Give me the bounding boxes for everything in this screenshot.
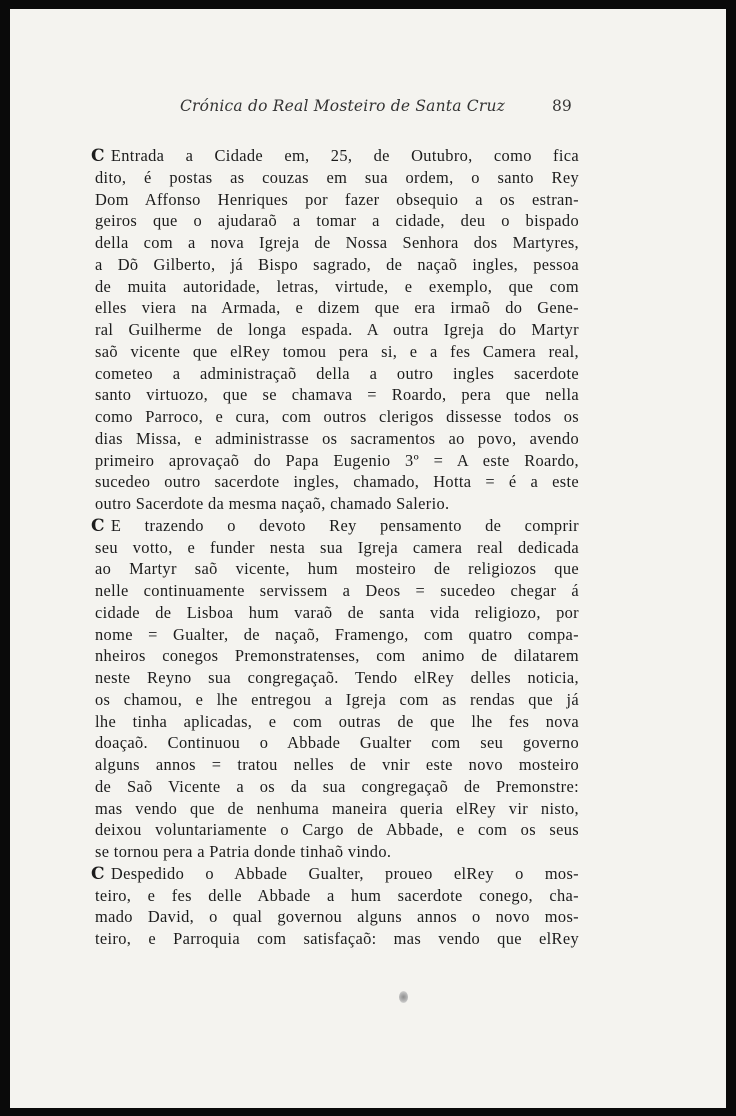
text-line: teiro, e Parroquia com satisfaçaõ: mas vendo que elRey <box>95 929 579 948</box>
book-page <box>10 9 726 1108</box>
text-line: mado David, o qual governou alguns annos o novo mos- <box>95 907 579 927</box>
text-line: C E trazendo o devoto Rey pensamento de comprir <box>91 515 579 536</box>
text-line: della com a nova Igreja de Nossa Senhora dos Martyres, <box>95 233 579 252</box>
text-line: primeiro aprovaçaõ do Papa Eugenio 3º = A este Roardo, <box>95 450 579 470</box>
text-line: nelle continuamente servissem a Deos = sucedeo chegar á <box>95 581 579 600</box>
text-line: como Parroco, e cura, com outros clerigos dissesse todos os <box>95 407 579 426</box>
text-line: dias Missa, e administrasse os sacramentos ao povo, avendo <box>95 428 579 448</box>
text-line: Dom Affonso Henriques por fazer obsequio a os estran- <box>95 189 579 209</box>
text-line: de Saõ Vicente a os da sua congregaçaõ de Premonstre: <box>95 776 579 796</box>
body-text <box>91 145 579 950</box>
paragraph-mark-icon: C <box>91 515 105 536</box>
text-line: santo virtuozo, que se chamava = Roardo, pera que nella <box>95 385 579 405</box>
text-line: alguns annos = tratou nelles de vnir este novo mosteiro <box>95 755 579 774</box>
paragraph-mark-icon: C <box>91 863 105 884</box>
text-line: seu votto, e funder nesta sua Igreja camera real dedicada <box>95 537 579 557</box>
text-line: lhe tinha aplicadas, e com outras de que lhe fes nova <box>95 711 579 731</box>
text-line: a Dõ Gilberto, já Bispo sagrado, de naçaõ ingles, pessoa <box>95 254 579 274</box>
paragraph-mark-icon: C <box>91 146 105 166</box>
text-line: nheiros conegos Premonstratenses, com animo de dilatarem <box>95 646 579 666</box>
text-line: deixou voluntariamente o Cargo de Abbade, e com os seus <box>95 820 579 840</box>
page-number: 89 <box>552 97 572 115</box>
text-line: ao Martyr saõ vicente, hum mosteiro de religiozos que <box>95 559 579 579</box>
text-line: nome = Gualter, de naçaõ, Framengo, com quatro compa- <box>95 624 579 644</box>
text-line: cometeo a administraçaõ della a outro ingles sacerdote <box>95 363 579 383</box>
text-line: C Despedido o Abbade Gualter, proueo elRey o mos- <box>91 863 579 884</box>
text-line: dito, é postas as couzas em sua ordem, o santo Rey <box>95 167 579 187</box>
page-header <box>10 97 726 121</box>
text-line: ral Guilherme de longa espada. A outra Igreja do Martyr <box>95 320 579 339</box>
text-line: geiros que o ajudaraõ a tomar a cidade, deu o bispado <box>95 211 579 231</box>
text-line: sucedeo outro sacerdote ingles, chamado, Hotta = é a este <box>95 472 579 492</box>
text-line: neste Reyno sua congregaçaõ. Tendo elRey delles noticia, <box>95 668 579 687</box>
ink-smudge <box>399 991 408 1003</box>
text-line: de muita autoridade, letras, virtude, e exemplo, que com <box>95 276 579 296</box>
text-line: se tornou pera a Patria donde tinhaõ vindo. <box>95 842 392 861</box>
running-title: Crónica do Real Mosteiro de Santa Cruz <box>180 97 506 115</box>
text-line: outro Sacerdote da mesma naçaõ, chamado Salerio. <box>95 494 450 513</box>
text-line: saõ vicente que elRey tomou pera si, e a fes Camera real, <box>95 341 579 361</box>
text-line: doaçaõ. Continuou o Abbade Gualter com seu governo <box>95 733 579 753</box>
text-line: mas vendo que de nenhuma maneira queria elRey vir nisto, <box>95 798 579 818</box>
text-line: elles viera na Armada, e dizem que era irmaõ do Gene- <box>95 298 579 318</box>
text-line: os chamou, e lhe entregou a Igreja com as rendas que já <box>95 689 579 709</box>
text-line: cidade de Lisboa hum varaõ de santa vida religiozo, por <box>95 602 579 622</box>
text-line: teiro, e fes delle Abbade a hum sacerdote conego, cha- <box>95 885 579 905</box>
text-line: C Entrada a Cidade em, 25, de Outubro, como fica <box>91 146 579 166</box>
